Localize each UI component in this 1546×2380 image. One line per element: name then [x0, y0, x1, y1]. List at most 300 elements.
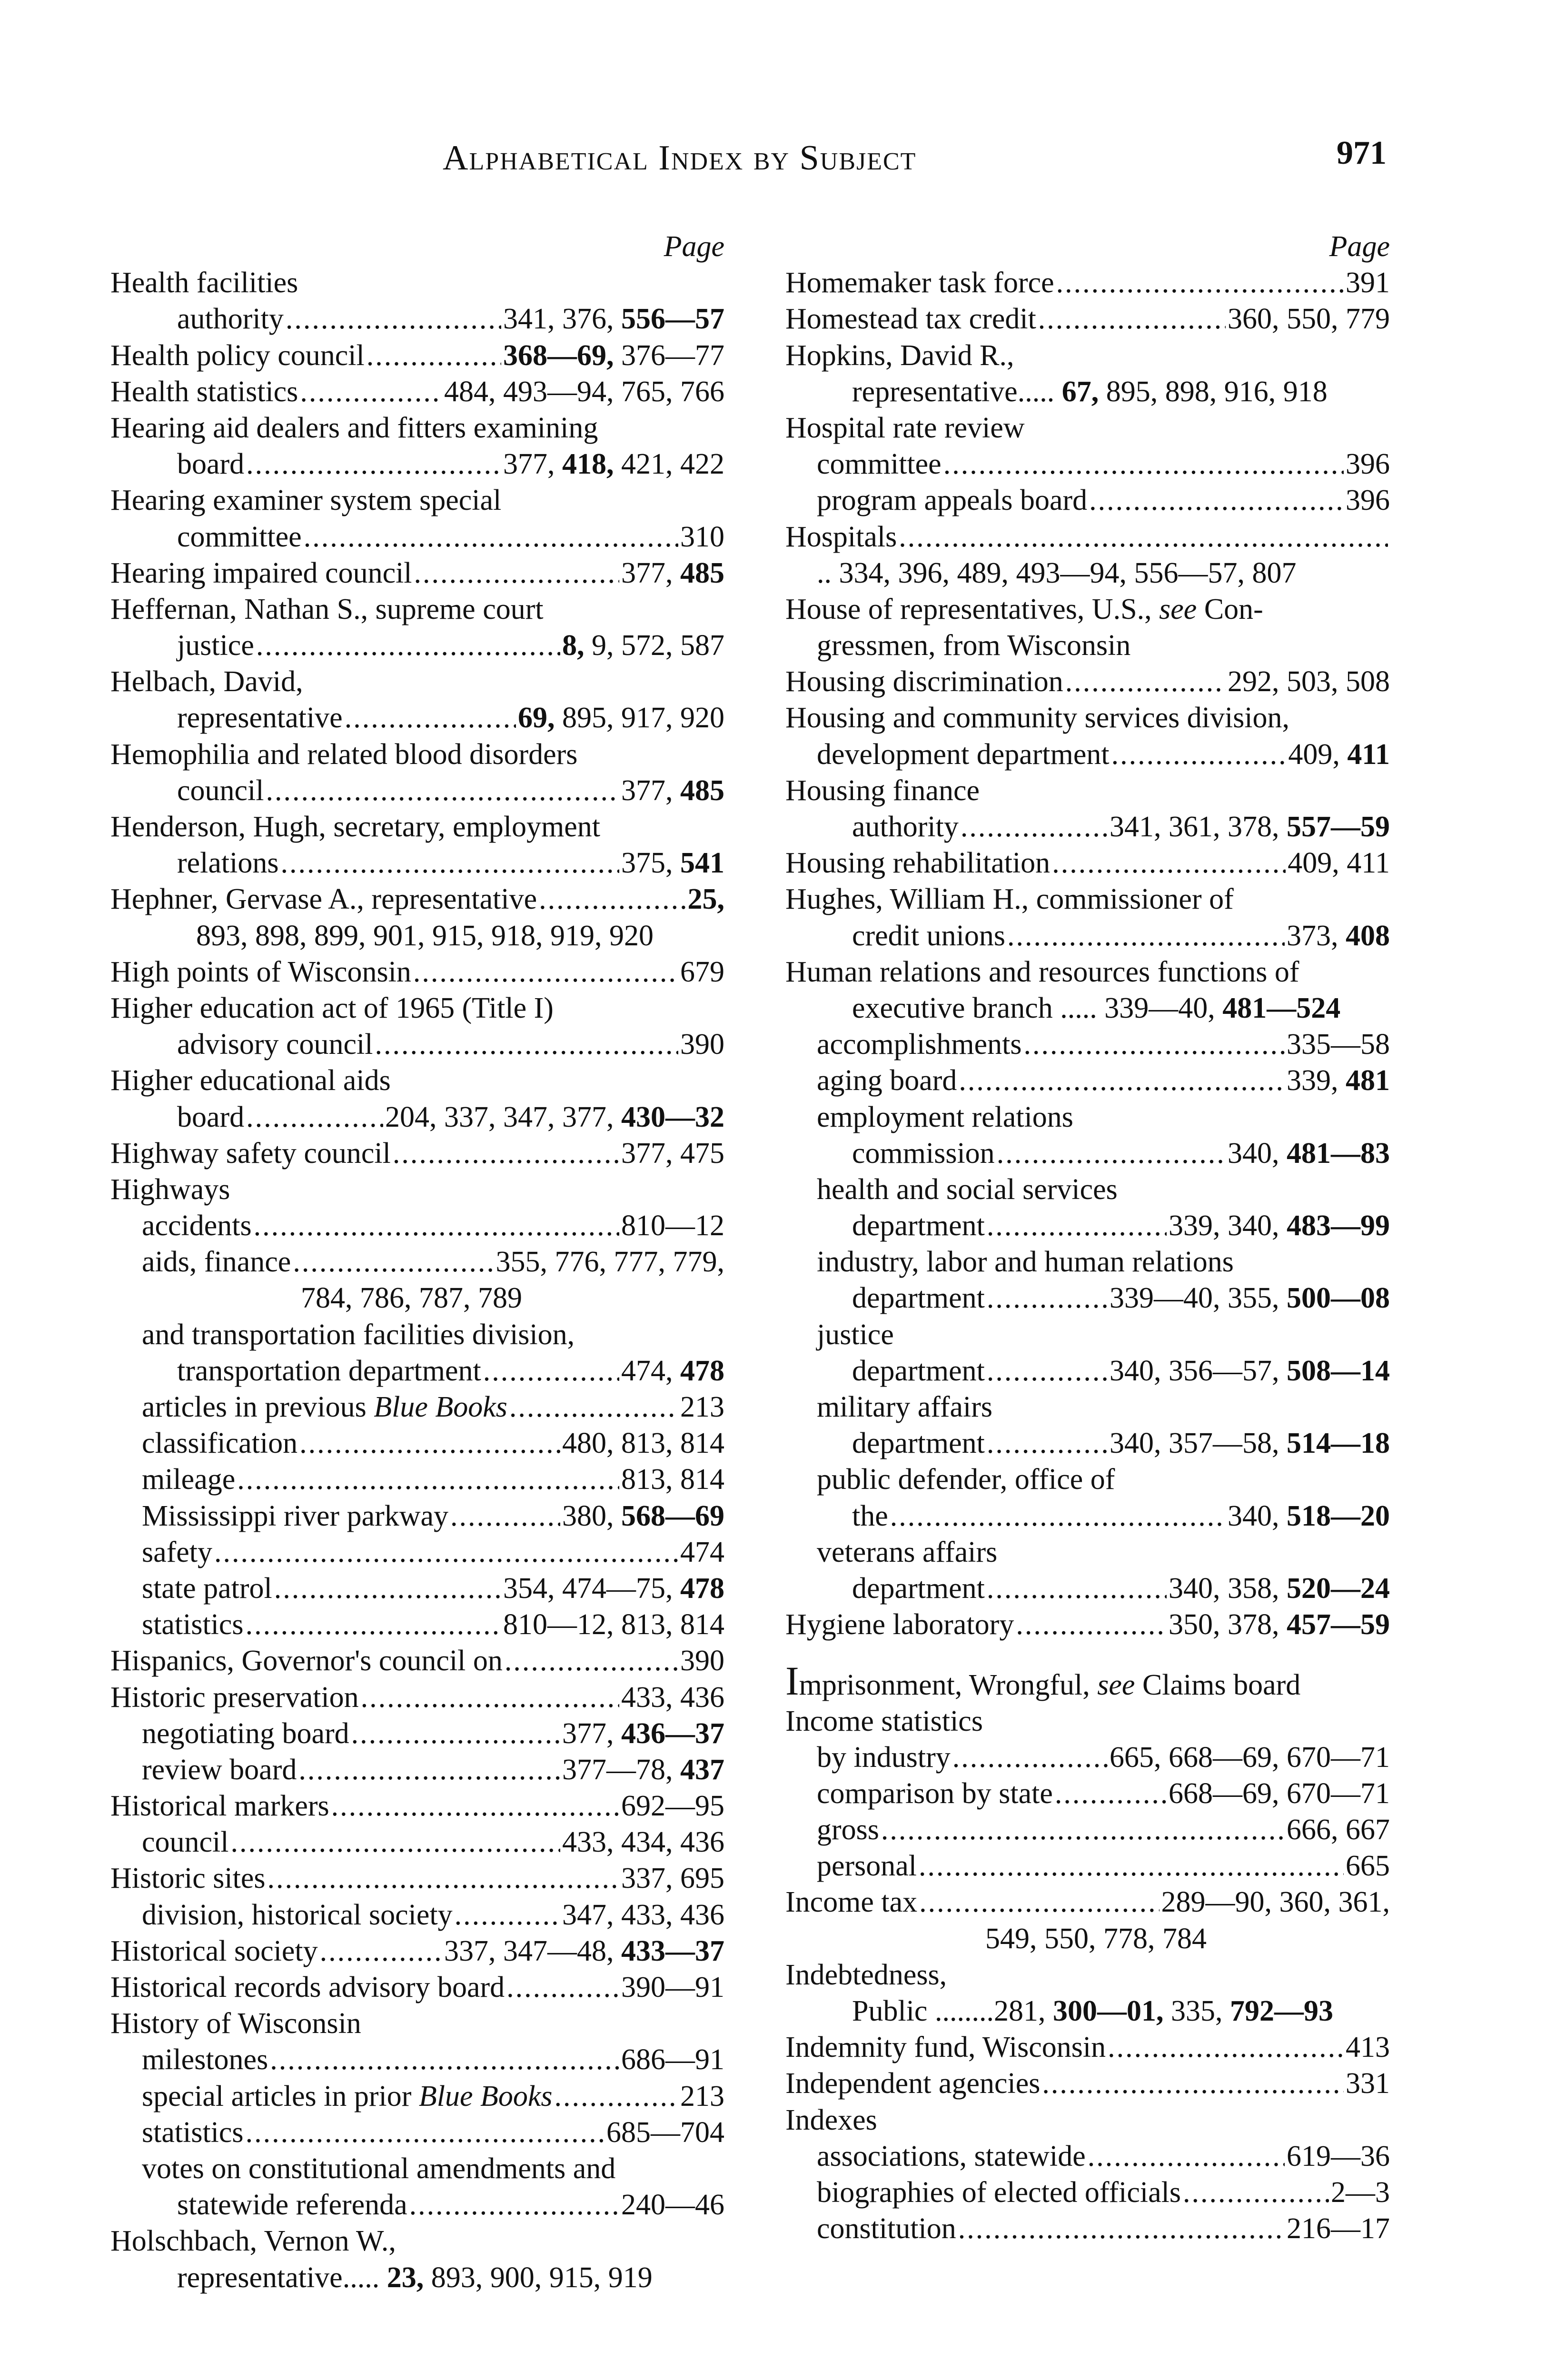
entry-term: program appeals board	[817, 484, 1088, 517]
entry-page-refs: 354, 474—75, 478	[503, 1572, 724, 1605]
entry-page-refs: 391	[1346, 267, 1390, 299]
entry-term: personal	[817, 1850, 917, 1883]
index-entry	[785, 265, 1390, 301]
entry-term: Indexes	[785, 2103, 877, 2136]
entry-term: advisory council	[177, 1028, 373, 1061]
entry-term: the	[852, 1499, 888, 1532]
index-entry	[110, 2005, 724, 2042]
leader-dots	[509, 1389, 678, 1425]
index-entry	[110, 555, 724, 591]
index-entry	[110, 1679, 724, 1716]
leader-dots	[1023, 1026, 1285, 1062]
index-entry	[785, 1884, 1390, 1920]
entry-page-refs: 679	[680, 955, 724, 988]
leader-dots	[254, 1208, 619, 1244]
entry-page-refs: 340, 356—57, 508—14	[1110, 1354, 1390, 1387]
entry-term: executive branch ..... 339—40,	[852, 992, 1223, 1024]
entry-page-refs: 339—40, 355, 500—08	[1110, 1282, 1390, 1315]
leader-dots	[1038, 301, 1226, 337]
index-entry	[110, 881, 724, 917]
entry-page-refs: 390	[680, 1645, 724, 1677]
entry-term: Homestead tax credit	[785, 303, 1036, 336]
index-entries-right	[785, 265, 1390, 2247]
index-entry	[785, 1135, 1390, 1171]
entry-term: accomplishments	[817, 1028, 1022, 1061]
index-entry	[785, 1775, 1390, 1812]
index-entry	[110, 1062, 724, 1099]
entry-page-refs: 396	[1346, 448, 1390, 481]
index-entry	[110, 1026, 724, 1062]
entry-page-refs: 340, 357—58, 514—18	[1110, 1427, 1390, 1460]
index-entry	[110, 519, 724, 555]
leader-dots	[919, 1884, 1159, 1920]
index-entry	[785, 1026, 1390, 1062]
index-entry	[785, 374, 1390, 410]
index-entry	[110, 1461, 724, 1497]
entry-term: authority	[852, 811, 959, 843]
leader-dots	[1088, 2138, 1285, 2174]
entry-page-refs: 292, 503, 508	[1228, 665, 1390, 698]
entry-term: justice	[817, 1318, 894, 1351]
leader-dots	[300, 374, 442, 410]
entry-page-refs: 433, 436	[621, 1681, 724, 1714]
entry-term: constitution	[817, 2212, 956, 2245]
entry-term: committee	[177, 520, 302, 553]
entry-page-refs: 409, 411	[1288, 847, 1390, 880]
entry-term: Housing rehabilitation	[785, 847, 1050, 880]
index-entry	[785, 1812, 1390, 1848]
index-entry	[110, 954, 724, 990]
index-entry	[110, 1969, 724, 2005]
leader-dots	[361, 1679, 619, 1716]
index-entry	[785, 918, 1390, 954]
entry-term: Imprisonment, Wrongful, see Claims board	[785, 1658, 1301, 1704]
index-entry	[110, 337, 724, 374]
page-title: Alphabetical Index by Subject	[443, 139, 917, 178]
index-entry	[785, 881, 1390, 917]
leader-dots	[299, 1425, 560, 1461]
entry-term: Highways	[110, 1173, 230, 1206]
entry-term: justice	[177, 629, 254, 662]
entry-page-refs: 240—46	[621, 2189, 724, 2221]
index-entry	[110, 2042, 724, 2078]
index-entry	[110, 627, 724, 664]
entry-page-refs: 300—01, 335, 792—93	[1052, 1995, 1333, 2027]
index-entry	[785, 1957, 1390, 1993]
index-entry	[785, 1425, 1390, 1461]
index-entry	[785, 1461, 1390, 1497]
leader-dots	[293, 1244, 494, 1280]
entry-term: Mississippi river parkway	[142, 1499, 449, 1532]
column-page-label: Page	[664, 230, 724, 263]
index-entry	[110, 591, 724, 627]
entry-page-refs: 23, 893, 900, 915, 919	[386, 2261, 653, 2294]
leader-dots	[413, 954, 678, 990]
index-entry	[785, 301, 1390, 337]
entry-term: department	[852, 1282, 985, 1315]
entry-page-refs: 67, 895, 898, 916, 918	[1061, 375, 1328, 408]
entry-term: Hearing aid dealers and fitters examining	[110, 411, 598, 444]
entry-term: Human relations and resources functions of	[785, 955, 1299, 988]
leader-dots	[304, 519, 678, 555]
entry-term: Hearing impaired council	[110, 556, 412, 589]
index-entry	[785, 2065, 1390, 2102]
entry-page-refs: 474	[680, 1536, 724, 1568]
entry-term: Hospital rate review	[785, 411, 1025, 444]
leader-dots	[281, 845, 620, 881]
entry-page-refs: 665, 668—69, 670—71	[1110, 1741, 1390, 1774]
leader-dots	[320, 1933, 442, 1969]
index-entry	[110, 446, 724, 482]
entry-term: commission	[852, 1137, 995, 1170]
entry-page-refs: 337, 695	[621, 1862, 724, 1895]
index-entry	[110, 1244, 724, 1280]
index-entry	[785, 1993, 1390, 2029]
leader-dots	[987, 1570, 1167, 1606]
entry-term: Hispanics, Governor's council on	[110, 1645, 503, 1677]
index-entry	[110, 374, 724, 410]
entry-term: Health statistics	[110, 375, 298, 408]
entry-term: veterans affairs	[817, 1536, 998, 1568]
leader-dots	[246, 1606, 501, 1643]
index-entry	[110, 1171, 724, 1208]
index-entry	[785, 555, 1390, 591]
entry-term: and transportation facilities division,	[142, 1318, 575, 1351]
leader-dots	[958, 2211, 1285, 2247]
leader-dots	[1052, 845, 1286, 881]
index-entry	[785, 627, 1390, 664]
leader-dots	[345, 700, 516, 736]
entry-term: aging board	[817, 1064, 957, 1097]
entry-term: relations	[177, 847, 279, 880]
entry-page-refs: 396	[1346, 484, 1390, 517]
leader-dots	[1056, 265, 1344, 301]
entry-page-refs: 619—36	[1287, 2140, 1390, 2172]
entry-term: Historic preservation	[110, 1681, 359, 1714]
entry-term: Hygiene laboratory	[785, 1608, 1014, 1641]
entry-term: 549, 550, 778, 784	[985, 1922, 1207, 1955]
entry-term: representative	[177, 702, 343, 734]
leader-dots	[267, 1860, 619, 1896]
leader-dots	[943, 446, 1344, 482]
index-entry	[110, 1353, 724, 1389]
index-entry	[785, 1062, 1390, 1099]
index-entry	[785, 1606, 1390, 1643]
leader-dots	[266, 773, 620, 809]
entry-page-refs: 413	[1346, 2031, 1390, 2064]
index-entry	[785, 664, 1390, 700]
entry-page-refs: 216—17	[1287, 2212, 1390, 2245]
entry-page-refs: 213	[680, 2080, 724, 2112]
index-entry	[785, 1353, 1390, 1389]
entry-term: department	[852, 1354, 985, 1387]
entry-term: High points of Wisconsin	[110, 955, 411, 988]
leader-dots	[987, 1425, 1108, 1461]
index-entry	[785, 1498, 1390, 1534]
leader-dots	[890, 1498, 1226, 1534]
entry-term: Historical society	[110, 1934, 318, 1967]
index-entry	[110, 2187, 724, 2223]
index-entry	[785, 1208, 1390, 1244]
index-entry	[785, 2138, 1390, 2174]
entry-term: representative.....	[852, 375, 1062, 408]
entry-page-refs: 409, 411	[1288, 738, 1390, 771]
entry-term: gressmen, from Wisconsin	[817, 629, 1131, 662]
entry-page-refs: 377, 485	[621, 774, 724, 807]
index-entry	[110, 1570, 724, 1606]
index-entry	[110, 265, 724, 301]
index-entry	[785, 1244, 1390, 1280]
leader-dots	[237, 1461, 619, 1497]
leader-dots	[274, 1570, 501, 1606]
entry-term: representative.....	[177, 2261, 387, 2294]
entry-term: public defender, office of	[817, 1463, 1115, 1496]
index-entry	[110, 918, 724, 954]
entry-term: review board	[142, 1753, 297, 1786]
index-entry	[785, 1534, 1390, 1570]
entry-page-refs: 340, 481—83	[1228, 1137, 1390, 1170]
entry-page-refs: 339, 340, 483—99	[1169, 1210, 1390, 1242]
entry-term: development department	[817, 738, 1110, 771]
index-entry	[110, 2114, 724, 2151]
entry-term: military affairs	[817, 1391, 993, 1423]
leader-dots	[899, 519, 1388, 555]
entry-page-refs: 666, 667	[1287, 1814, 1390, 1846]
leader-dots	[1016, 1606, 1167, 1643]
entry-term: negotiating board	[142, 1717, 349, 1750]
index-entry	[110, 1716, 724, 1752]
entry-term: Hopkins, David R.,	[785, 339, 1014, 372]
entry-page-refs: 390—91	[621, 1971, 724, 2003]
entry-term: department	[852, 1572, 985, 1605]
entry-page-refs: 355, 776, 777, 779,	[496, 1246, 724, 1279]
index-entry	[785, 1848, 1390, 1884]
entry-page-refs: 339, 481	[1287, 1064, 1390, 1097]
index-entry	[785, 954, 1390, 990]
entry-term: state patrol	[142, 1572, 272, 1605]
index-entry	[110, 1099, 724, 1135]
index-entry	[785, 773, 1390, 809]
entry-term: Hephner, Gervase A., representative	[110, 883, 537, 916]
entry-term: Income tax	[785, 1886, 918, 1919]
leader-dots	[1089, 482, 1344, 518]
index-entry	[110, 809, 724, 845]
entry-term: classification	[142, 1427, 298, 1460]
leader-dots	[987, 1280, 1108, 1316]
entry-term: Public ........281,	[852, 1995, 1053, 2027]
entry-term: accidents	[142, 1210, 252, 1242]
entry-term: Housing discrimination	[785, 665, 1063, 698]
entry-page-refs: 685—704	[606, 2116, 724, 2149]
leader-dots	[450, 1498, 560, 1534]
entry-page-refs: 484, 493—94, 765, 766	[444, 375, 724, 408]
index-entry	[110, 2078, 724, 2114]
entry-page-refs: 810—12, 813, 814	[503, 1608, 724, 1641]
entry-term: votes on constitutional amendments and	[142, 2152, 616, 2185]
entry-term: Housing and community services division,	[785, 702, 1290, 734]
entry-term: Henderson, Hugh, secretary, employment	[110, 811, 600, 843]
index-column-left	[110, 228, 724, 2296]
index-entry	[785, 2029, 1390, 2065]
leader-dots	[1111, 736, 1287, 773]
index-entry	[110, 700, 724, 736]
index-entry	[785, 1171, 1390, 1208]
index-entry	[785, 519, 1390, 555]
entry-page-refs: 340, 518—20	[1228, 1499, 1390, 1532]
leader-dots	[1042, 2065, 1344, 2102]
entry-page-refs: 335—58	[1287, 1028, 1390, 1061]
entry-page-refs: 686—91	[621, 2043, 724, 2076]
index-entry	[785, 482, 1390, 518]
leader-dots	[214, 1534, 678, 1570]
entry-term: Independent agencies	[785, 2067, 1041, 2100]
entry-page-refs: 375, 541	[621, 847, 724, 880]
entry-page-refs: 377, 418, 421, 422	[503, 448, 724, 481]
entry-page-refs: 310	[680, 520, 724, 553]
entry-term: statewide referenda	[177, 2189, 407, 2221]
entry-term: council	[177, 774, 264, 807]
leader-dots	[414, 555, 619, 591]
index-entry	[785, 736, 1390, 773]
entry-page-refs: 433, 434, 436	[562, 1826, 724, 1859]
entry-term: statistics	[142, 1608, 244, 1641]
entry-term: 893, 898, 899, 901, 915, 918, 919, 920	[196, 919, 654, 952]
index-entry	[110, 2151, 724, 2187]
leader-dots	[298, 1752, 560, 1788]
entry-term: Hearing examiner system special	[110, 484, 502, 517]
entry-page-refs: 289—90, 360, 361,	[1161, 1886, 1390, 1919]
entry-term: Higher education act of 1965 (Title I)	[110, 992, 554, 1024]
leader-dots	[393, 1135, 619, 1171]
leader-dots	[483, 1353, 619, 1389]
entry-term: Hospitals	[785, 520, 897, 553]
entry-page-refs: 481—524	[1222, 992, 1341, 1024]
leader-dots	[1055, 1775, 1167, 1812]
entry-page-refs: 480, 813, 814	[562, 1427, 724, 1460]
leader-dots	[409, 2187, 619, 2223]
index-entry	[785, 990, 1390, 1026]
index-entry	[110, 482, 724, 518]
leader-dots	[1065, 664, 1226, 700]
index-entry	[785, 1703, 1390, 1739]
entry-term: industry, labor and human relations	[817, 1246, 1234, 1279]
index-column-right	[785, 228, 1390, 2247]
entry-term: aids, finance	[142, 1246, 291, 1279]
leader-dots	[256, 627, 560, 664]
index-entry	[110, 301, 724, 337]
entry-page-refs: 341, 376, 556—57	[503, 303, 724, 336]
entry-term: authority	[177, 303, 284, 336]
index-entry	[110, 1606, 724, 1643]
index-entry	[110, 845, 724, 881]
leader-dots	[246, 446, 501, 482]
entry-term: Homemaker task force	[785, 267, 1054, 299]
entry-page-refs: 390	[680, 1028, 724, 1061]
leader-dots	[505, 1643, 678, 1679]
index-entry	[785, 2174, 1390, 2211]
index-entry	[785, 809, 1390, 845]
index-entry	[110, 1534, 724, 1570]
entry-term: credit unions	[852, 919, 1005, 952]
entry-page-refs: 377, 475	[621, 1137, 724, 1170]
index-entry	[785, 337, 1390, 374]
index-entry	[110, 1860, 724, 1896]
index-entry	[785, 591, 1390, 627]
index-entry	[785, 1389, 1390, 1425]
leader-dots	[367, 337, 501, 374]
index-entry	[110, 1643, 724, 1679]
index-entry	[110, 1752, 724, 1788]
entry-term: Helbach, David,	[110, 665, 303, 698]
entry-term: Health facilities	[110, 267, 298, 299]
entry-page-refs: 668—69, 670—71	[1169, 1777, 1390, 1810]
index-entry	[785, 2211, 1390, 2247]
index-entry	[110, 736, 724, 773]
entry-term: Holschbach, Vernon W.,	[110, 2225, 396, 2258]
index-entry	[110, 990, 724, 1026]
entry-page-refs: 692—95	[621, 1790, 724, 1823]
entry-term: board	[177, 448, 245, 481]
entry-term: Indebtedness,	[785, 1958, 947, 1991]
entry-term: Historic sites	[110, 1862, 266, 1895]
entry-term: Health policy council	[110, 339, 365, 372]
leader-dots	[961, 809, 1108, 845]
entry-page-refs: 377, 485	[621, 556, 724, 589]
entry-term: Heffernan, Nathan S., supreme court	[110, 593, 544, 625]
entry-page-refs: 360, 550, 779	[1228, 303, 1390, 336]
entry-term: employment relations	[817, 1101, 1073, 1133]
entry-term: biographies of elected officials	[817, 2176, 1181, 2209]
entry-term: House of representatives, U.S., see Con-	[785, 593, 1263, 625]
entry-term: gross	[817, 1814, 879, 1846]
index-entry	[110, 1135, 724, 1171]
entry-page-refs: 377—78, 437	[562, 1753, 724, 1786]
entry-term: milestones	[142, 2043, 268, 2076]
entry-page-refs: 341, 361, 378, 557—59	[1110, 811, 1390, 843]
entry-term: History of Wisconsin	[110, 2007, 361, 2040]
entry-term: special articles in prior Blue Books	[142, 2080, 553, 2112]
leader-dots	[246, 1099, 383, 1135]
entry-page-refs: 337, 347—48, 433—37	[444, 1934, 724, 1967]
entry-term: Income statistics	[785, 1705, 983, 1737]
index-entry	[785, 845, 1390, 881]
entry-page-refs: 373, 408	[1287, 919, 1390, 952]
index-entry	[110, 664, 724, 700]
leader-dots	[331, 1788, 619, 1824]
index-entry	[785, 700, 1390, 736]
entry-term: by industry	[817, 1741, 951, 1774]
index-entry	[110, 773, 724, 809]
index-entry	[785, 1921, 1390, 1957]
entry-term: transportation department	[177, 1354, 481, 1387]
entry-term: Hemophilia and related blood disorders	[110, 738, 578, 771]
leader-dots	[231, 1824, 561, 1860]
index-entry	[110, 1425, 724, 1461]
index-entry	[110, 1788, 724, 1824]
entry-page-refs: 380, 568—69	[562, 1499, 724, 1532]
entry-term: associations, statewide	[817, 2140, 1086, 2172]
page-number: 971	[1337, 135, 1387, 171]
entry-term: Historical markers	[110, 1790, 329, 1823]
entry-term: division, historical society	[142, 1898, 453, 1931]
index-entry	[110, 1389, 724, 1425]
index-entry	[110, 2223, 724, 2259]
index-entry	[785, 2102, 1390, 2138]
entry-term: 784, 786, 787, 789	[301, 1282, 522, 1315]
index-entry	[785, 1570, 1390, 1606]
entry-page-refs: 350, 378, 457—59	[1169, 1608, 1390, 1641]
index-entry	[785, 1099, 1390, 1135]
